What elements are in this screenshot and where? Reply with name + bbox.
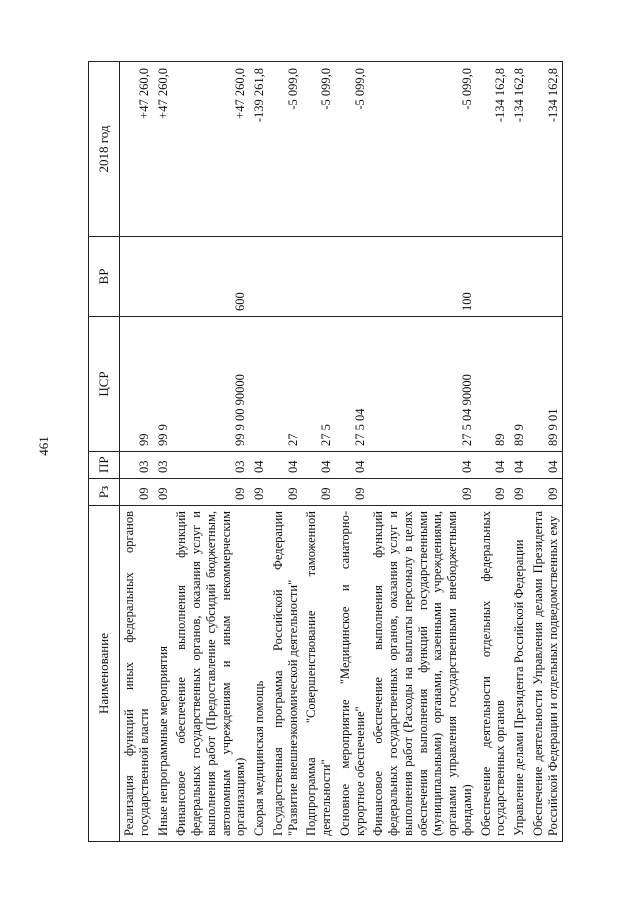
row-pr: 03 [172,452,250,479]
header-year: 2018 год [89,62,120,237]
row-pr: 03 [154,452,173,479]
row-amount: -134 162,8 [510,62,529,237]
row-csr: 99 9 [154,317,173,452]
header-rz: Рз [89,479,120,506]
table-row [172,62,250,842]
row-name: Подпрограмма "Совершенствование таможенной деятельности" [302,506,336,842]
table-row [154,62,173,842]
table-header-row [89,62,120,842]
row-vr [336,237,370,317]
row-pr: 04 [250,452,269,479]
row-csr: 27 5 04 90000 [369,317,476,452]
row-amount: +47 260,0 [154,62,173,237]
row-name: Финансовое обеспечение выполнения функций федеральных государственных органов, оказания услуг и выполнения работ (Расходы на выплаты персоналу в целях обеспечения выполнения функций государственными (муниципальными) органами, казенными учреждениями, органами управления государственными внебюджетными фондами) [369,506,476,842]
row-name: Обеспечение деятельности Управления делами Президента Российской Федерации и отдельных подведомственных ему [529,506,563,842]
row-csr: 89 9 01 [529,317,563,452]
row-rz: 09 [154,479,173,506]
header-name: Наименование [89,506,120,842]
row-csr: 89 9 [510,317,529,452]
row-amount: -5 099,0 [369,62,476,237]
row-csr: 99 9 00 90000 [172,317,250,452]
row-csr: 89 [477,317,511,452]
row-rz: 09 [302,479,336,506]
row-csr: 27 5 04 [336,317,370,452]
row-pr: 04 [336,452,370,479]
row-name: Государственная программа Российской Федерации "Развитие внешнеэкономической деятельности" [269,506,303,842]
row-rz: 09 [120,479,154,506]
row-vr [154,237,173,317]
header-vr: ВР [89,237,120,317]
page-number: 461 [36,436,51,456]
table-row [302,62,336,842]
row-csr: 27 5 [302,317,336,452]
table-row [477,62,511,842]
row-csr: 27 [269,317,303,452]
table-body [120,62,563,842]
row-rz: 09 [269,479,303,506]
row-vr: 100 [369,237,476,317]
table-row [510,62,529,842]
row-name: Основное мероприятие "Медицинское и санаторно-курортное обеспечение" [336,506,370,842]
header-pr: ПР [89,452,120,479]
row-rz: 09 [369,479,476,506]
row-name: Скорая медицинская помощь [250,506,269,842]
header-csr: ЦСР [89,317,120,452]
row-name: Реализация функций иных федеральных органов государственной власти [120,506,154,842]
row-rz: 09 [477,479,511,506]
rotated-table-container [88,62,608,842]
row-vr [269,237,303,317]
budget-table [88,61,563,842]
row-amount: -5 099,0 [302,62,336,237]
row-vr [120,237,154,317]
row-csr [250,317,269,452]
row-amount: -5 099,0 [269,62,303,237]
row-amount: +47 260,0 [120,62,154,237]
row-amount: -5 099,0 [336,62,370,237]
row-pr: 03 [120,452,154,479]
row-pr: 04 [369,452,476,479]
row-vr: 600 [172,237,250,317]
row-name: Финансовое обеспечение выполнения функций федеральных государственных органов, оказания услуг и выполнения работ (Предоставление субсидий бюджетным, автономным учреждениям и иным некоммерческим организациям) [172,506,250,842]
row-pr: 04 [302,452,336,479]
row-rz: 09 [250,479,269,506]
row-rz: 09 [172,479,250,506]
table-row [269,62,303,842]
table-row [120,62,154,842]
row-pr: 04 [477,452,511,479]
row-vr [302,237,336,317]
table-row [250,62,269,842]
row-amount: -139 261,8 [250,62,269,237]
row-vr [510,237,529,317]
row-name: Обеспечение деятельности отдельных федеральных государственных органов [477,506,511,842]
row-vr [529,237,563,317]
row-pr: 04 [510,452,529,479]
table-row [529,62,563,842]
row-amount: +47 260,0 [172,62,250,237]
row-amount: -134 162,8 [529,62,563,237]
row-csr: 99 [120,317,154,452]
table-row [369,62,476,842]
row-rz: 09 [336,479,370,506]
row-pr: 04 [269,452,303,479]
table-row [336,62,370,842]
row-pr: 04 [529,452,563,479]
row-name: Иные непрограммные мероприятия [154,506,173,842]
row-name: Управление делами Президента Российской Федерации [510,506,529,842]
row-vr [250,237,269,317]
row-vr [477,237,511,317]
row-amount: -134 162,8 [477,62,511,237]
row-rz: 09 [510,479,529,506]
row-rz: 09 [529,479,563,506]
